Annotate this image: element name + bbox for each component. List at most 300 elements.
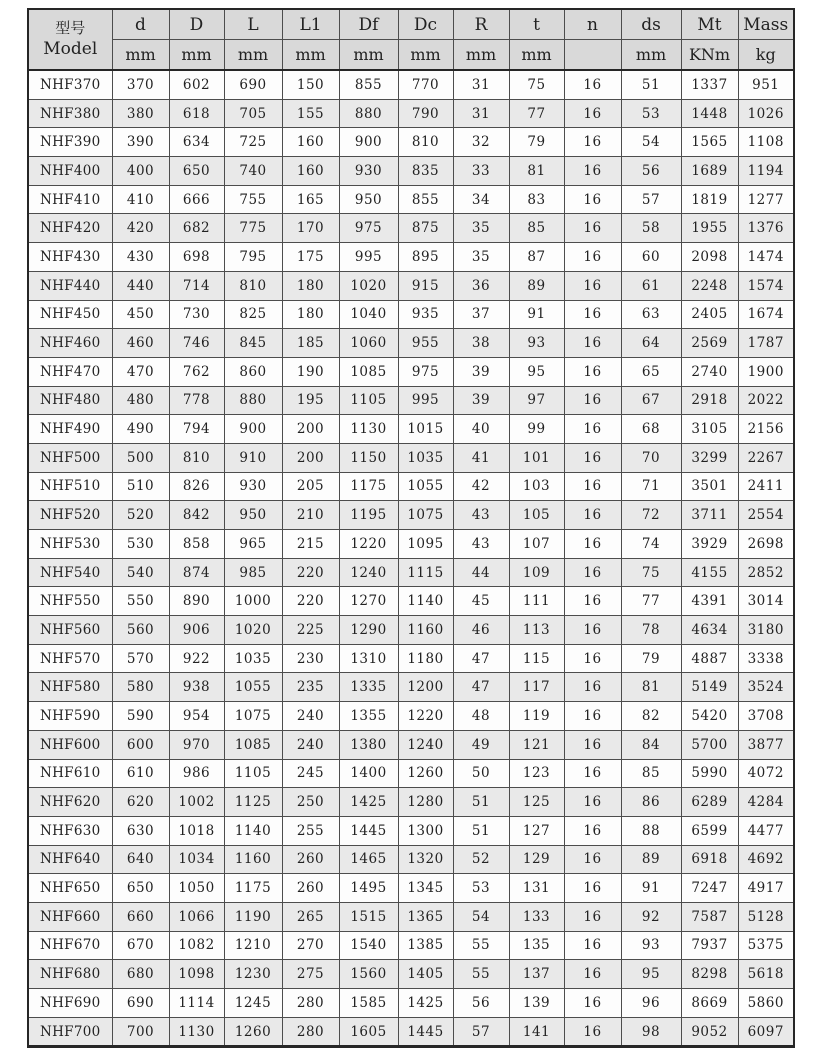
cell-model: NHF410 (28, 185, 112, 214)
cell-l1: 240 (282, 702, 339, 731)
table-row (28, 530, 794, 559)
cell-t: 79 (509, 128, 564, 157)
table-row (28, 874, 794, 903)
cell-l: 965 (224, 530, 282, 559)
cell-ds: 60 (621, 243, 681, 272)
cell-mt: 2405 (681, 300, 738, 329)
cell-ds: 96 (621, 989, 681, 1018)
cell-r: 52 (453, 845, 509, 874)
column-header-d: d (112, 9, 169, 40)
cell-t: 75 (509, 70, 564, 99)
table-row (28, 1017, 794, 1047)
cell-mt: 2918 (681, 386, 738, 415)
cell-t: 131 (509, 874, 564, 903)
cell-ds: 57 (621, 185, 681, 214)
cell-n: 16 (564, 673, 621, 702)
cell-mass: 1574 (738, 271, 794, 300)
cell-r: 49 (453, 730, 509, 759)
cell-mt: 1955 (681, 214, 738, 243)
cell-df: 1220 (339, 530, 398, 559)
cell-l1: 180 (282, 271, 339, 300)
cell-l: 795 (224, 243, 282, 272)
cell-model: NHF470 (28, 357, 112, 386)
cell-d: 1050 (169, 874, 224, 903)
cell-ds: 85 (621, 759, 681, 788)
cell-r: 43 (453, 530, 509, 559)
cell-ds: 70 (621, 443, 681, 472)
cell-l: 810 (224, 271, 282, 300)
cell-mass: 6097 (738, 1017, 794, 1047)
cell-df: 1195 (339, 501, 398, 530)
cell-l1: 280 (282, 989, 339, 1018)
cell-d: 778 (169, 386, 224, 415)
cell-dc: 1280 (398, 788, 453, 817)
cell-dc: 1220 (398, 702, 453, 731)
cell-df: 975 (339, 214, 398, 243)
cell-dc: 1075 (398, 501, 453, 530)
cell-model: NHF520 (28, 501, 112, 530)
column-header-t: t (509, 9, 564, 40)
cell-d: 660 (112, 902, 169, 931)
cell-l: 740 (224, 157, 282, 186)
cell-d: 1018 (169, 816, 224, 845)
cell-d: 570 (112, 644, 169, 673)
cell-ds: 81 (621, 673, 681, 702)
cell-n: 16 (564, 443, 621, 472)
cell-t: 109 (509, 558, 564, 587)
cell-mass: 1376 (738, 214, 794, 243)
cell-dc: 1200 (398, 673, 453, 702)
cell-model: NHF600 (28, 730, 112, 759)
cell-d: 680 (112, 960, 169, 989)
cell-r: 54 (453, 902, 509, 931)
cell-mt: 3299 (681, 443, 738, 472)
table-row (28, 243, 794, 272)
cell-ds: 86 (621, 788, 681, 817)
cell-t: 99 (509, 415, 564, 444)
cell-l1: 155 (282, 99, 339, 128)
cell-d: 500 (112, 443, 169, 472)
cell-model: NHF660 (28, 902, 112, 931)
column-header-dc: Dc (398, 9, 453, 40)
cell-n: 16 (564, 759, 621, 788)
cell-d: 440 (112, 271, 169, 300)
cell-mass: 3877 (738, 730, 794, 759)
cell-mt: 4887 (681, 644, 738, 673)
cell-l: 1085 (224, 730, 282, 759)
cell-d: 450 (112, 300, 169, 329)
cell-d: 550 (112, 587, 169, 616)
cell-t: 117 (509, 673, 564, 702)
cell-df: 1560 (339, 960, 398, 989)
cell-d: 634 (169, 128, 224, 157)
cell-mass: 1108 (738, 128, 794, 157)
cell-l: 755 (224, 185, 282, 214)
cell-mass: 2156 (738, 415, 794, 444)
cell-r: 36 (453, 271, 509, 300)
cell-n: 16 (564, 386, 621, 415)
table-row (28, 673, 794, 702)
cell-n: 16 (564, 501, 621, 530)
cell-l1: 220 (282, 558, 339, 587)
cell-d: 1130 (169, 1017, 224, 1047)
column-unit-t: mm (509, 40, 564, 71)
cell-d: 714 (169, 271, 224, 300)
cell-r: 56 (453, 989, 509, 1018)
cell-l: 1230 (224, 960, 282, 989)
cell-l1: 225 (282, 616, 339, 645)
table-row (28, 960, 794, 989)
cell-model: NHF380 (28, 99, 112, 128)
cell-model: NHF430 (28, 243, 112, 272)
cell-dc: 1015 (398, 415, 453, 444)
cell-mt: 5420 (681, 702, 738, 731)
cell-l1: 230 (282, 644, 339, 673)
cell-dc: 935 (398, 300, 453, 329)
cell-d: 430 (112, 243, 169, 272)
cell-mt: 8298 (681, 960, 738, 989)
cell-l1: 185 (282, 329, 339, 358)
cell-l: 825 (224, 300, 282, 329)
cell-dc: 975 (398, 357, 453, 386)
cell-l1: 215 (282, 530, 339, 559)
cell-r: 31 (453, 70, 509, 99)
column-unit-l1: mm (282, 40, 339, 71)
cell-n: 16 (564, 845, 621, 874)
cell-mt: 4634 (681, 616, 738, 645)
cell-d: 460 (112, 329, 169, 358)
column-unit-mt: KNm (681, 40, 738, 71)
cell-mass: 3180 (738, 616, 794, 645)
table-row (28, 415, 794, 444)
cell-model: NHF390 (28, 128, 112, 157)
cell-r: 35 (453, 243, 509, 272)
cell-df: 1445 (339, 816, 398, 845)
cell-l1: 205 (282, 472, 339, 501)
cell-l1: 150 (282, 70, 339, 99)
table-row (28, 558, 794, 587)
cell-dc: 1365 (398, 902, 453, 931)
cell-mass: 3338 (738, 644, 794, 673)
cell-model: NHF640 (28, 845, 112, 874)
cell-n: 16 (564, 874, 621, 903)
cell-t: 111 (509, 587, 564, 616)
cell-t: 95 (509, 357, 564, 386)
cell-dc: 1240 (398, 730, 453, 759)
cell-r: 48 (453, 702, 509, 731)
cell-df: 900 (339, 128, 398, 157)
cell-mass: 4917 (738, 874, 794, 903)
cell-ds: 79 (621, 644, 681, 673)
cell-df: 880 (339, 99, 398, 128)
cell-n: 16 (564, 329, 621, 358)
cell-dc: 1425 (398, 989, 453, 1018)
cell-l: 930 (224, 472, 282, 501)
cell-t: 121 (509, 730, 564, 759)
column-unit-d: mm (169, 40, 224, 71)
cell-l: 985 (224, 558, 282, 587)
cell-df: 1515 (339, 902, 398, 931)
cell-mt: 3501 (681, 472, 738, 501)
cell-ds: 64 (621, 329, 681, 358)
cell-l1: 245 (282, 759, 339, 788)
cell-l1: 170 (282, 214, 339, 243)
cell-t: 135 (509, 931, 564, 960)
cell-mt: 6599 (681, 816, 738, 845)
cell-r: 34 (453, 185, 509, 214)
cell-l1: 175 (282, 243, 339, 272)
cell-mass: 1787 (738, 329, 794, 358)
cell-r: 47 (453, 673, 509, 702)
cell-d: 826 (169, 472, 224, 501)
cell-l: 705 (224, 99, 282, 128)
cell-t: 77 (509, 99, 564, 128)
cell-d: 400 (112, 157, 169, 186)
cell-dc: 895 (398, 243, 453, 272)
cell-t: 93 (509, 329, 564, 358)
cell-ds: 56 (621, 157, 681, 186)
table-row (28, 386, 794, 415)
cell-mt: 2248 (681, 271, 738, 300)
table-row (28, 185, 794, 214)
cell-r: 42 (453, 472, 509, 501)
column-header-r: R (453, 9, 509, 40)
cell-df: 1040 (339, 300, 398, 329)
cell-model: NHF370 (28, 70, 112, 99)
cell-t: 127 (509, 816, 564, 845)
cell-dc: 810 (398, 128, 453, 157)
cell-d: 986 (169, 759, 224, 788)
cell-mt: 5700 (681, 730, 738, 759)
cell-df: 1495 (339, 874, 398, 903)
cell-df: 1380 (339, 730, 398, 759)
cell-d: 810 (169, 443, 224, 472)
cell-mt: 6289 (681, 788, 738, 817)
cell-r: 39 (453, 357, 509, 386)
table-row (28, 989, 794, 1018)
cell-model: NHF480 (28, 386, 112, 415)
cell-mt: 7587 (681, 902, 738, 931)
cell-d: 618 (169, 99, 224, 128)
cell-model: NHF630 (28, 816, 112, 845)
column-header-l1: L1 (282, 9, 339, 40)
cell-d: 1114 (169, 989, 224, 1018)
cell-r: 45 (453, 587, 509, 616)
cell-mass: 5375 (738, 931, 794, 960)
cell-n: 16 (564, 587, 621, 616)
cell-model: NHF700 (28, 1017, 112, 1047)
cell-l1: 180 (282, 300, 339, 329)
cell-n: 16 (564, 931, 621, 960)
cell-dc: 1445 (398, 1017, 453, 1047)
cell-ds: 88 (621, 816, 681, 845)
cell-df: 1540 (339, 931, 398, 960)
table-header (28, 9, 794, 70)
cell-t: 141 (509, 1017, 564, 1047)
cell-r: 31 (453, 99, 509, 128)
cell-d: 650 (112, 874, 169, 903)
cell-df: 1310 (339, 644, 398, 673)
model-header-zh: 型号 (55, 18, 86, 37)
cell-l1: 165 (282, 185, 339, 214)
cell-t: 129 (509, 845, 564, 874)
cell-n: 16 (564, 70, 621, 99)
cell-l: 1035 (224, 644, 282, 673)
cell-mass: 1900 (738, 357, 794, 386)
cell-d: 610 (112, 759, 169, 788)
table-row (28, 931, 794, 960)
cell-n: 16 (564, 730, 621, 759)
table-row (28, 816, 794, 845)
cell-mt: 5149 (681, 673, 738, 702)
cell-mt: 4155 (681, 558, 738, 587)
cell-t: 133 (509, 902, 564, 931)
cell-l: 1000 (224, 587, 282, 616)
table-row (28, 443, 794, 472)
cell-t: 89 (509, 271, 564, 300)
cell-mass: 951 (738, 70, 794, 99)
cell-dc: 1035 (398, 443, 453, 472)
cell-dc: 1385 (398, 931, 453, 960)
table-row (28, 214, 794, 243)
cell-d: 510 (112, 472, 169, 501)
cell-mass: 2267 (738, 443, 794, 472)
cell-mt: 3711 (681, 501, 738, 530)
table-row (28, 702, 794, 731)
cell-l1: 200 (282, 443, 339, 472)
cell-r: 51 (453, 788, 509, 817)
cell-mt: 5990 (681, 759, 738, 788)
cell-n: 16 (564, 357, 621, 386)
cell-l: 775 (224, 214, 282, 243)
cell-ds: 91 (621, 874, 681, 903)
cell-l: 860 (224, 357, 282, 386)
cell-r: 55 (453, 931, 509, 960)
cell-r: 38 (453, 329, 509, 358)
cell-mt: 2098 (681, 243, 738, 272)
cell-model: NHF420 (28, 214, 112, 243)
column-header-l: L (224, 9, 282, 40)
cell-ds: 61 (621, 271, 681, 300)
cell-dc: 875 (398, 214, 453, 243)
cell-d: 602 (169, 70, 224, 99)
column-header-model (28, 9, 112, 70)
cell-n: 16 (564, 788, 621, 817)
cell-r: 53 (453, 874, 509, 903)
column-unit-r: mm (453, 40, 509, 71)
column-header-d: D (169, 9, 224, 40)
column-unit-mass: kg (738, 40, 794, 71)
cell-r: 39 (453, 386, 509, 415)
cell-n: 16 (564, 702, 621, 731)
cell-d: 370 (112, 70, 169, 99)
cell-d: 670 (112, 931, 169, 960)
table-row (28, 157, 794, 186)
cell-mass: 5618 (738, 960, 794, 989)
cell-model: NHF500 (28, 443, 112, 472)
table-row (28, 300, 794, 329)
cell-n: 16 (564, 415, 621, 444)
cell-df: 1335 (339, 673, 398, 702)
cell-dc: 1140 (398, 587, 453, 616)
cell-df: 1425 (339, 788, 398, 817)
cell-d: 410 (112, 185, 169, 214)
cell-ds: 67 (621, 386, 681, 415)
cell-df: 1085 (339, 357, 398, 386)
cell-dc: 1055 (398, 472, 453, 501)
cell-ds: 58 (621, 214, 681, 243)
cell-mt: 3929 (681, 530, 738, 559)
cell-t: 87 (509, 243, 564, 272)
model-header-en: Model (43, 39, 98, 60)
cell-ds: 63 (621, 300, 681, 329)
cell-t: 81 (509, 157, 564, 186)
cell-ds: 74 (621, 530, 681, 559)
cell-model: NHF540 (28, 558, 112, 587)
cell-l1: 160 (282, 128, 339, 157)
column-header-df: Df (339, 9, 398, 40)
cell-l1: 265 (282, 902, 339, 931)
cell-t: 113 (509, 616, 564, 645)
cell-t: 107 (509, 530, 564, 559)
cell-df: 1400 (339, 759, 398, 788)
cell-r: 55 (453, 960, 509, 989)
cell-mt: 1819 (681, 185, 738, 214)
cell-mass: 2698 (738, 530, 794, 559)
cell-d: 470 (112, 357, 169, 386)
cell-l1: 250 (282, 788, 339, 817)
cell-dc: 790 (398, 99, 453, 128)
table-row (28, 501, 794, 530)
table-row (28, 472, 794, 501)
cell-l1: 160 (282, 157, 339, 186)
cell-mass: 3524 (738, 673, 794, 702)
cell-ds: 92 (621, 902, 681, 931)
cell-mass: 2411 (738, 472, 794, 501)
cell-l: 1210 (224, 931, 282, 960)
cell-mt: 3105 (681, 415, 738, 444)
cell-model: NHF490 (28, 415, 112, 444)
column-unit-ds: mm (621, 40, 681, 71)
cell-mass: 1194 (738, 157, 794, 186)
cell-l1: 270 (282, 931, 339, 960)
cell-r: 57 (453, 1017, 509, 1047)
cell-dc: 1260 (398, 759, 453, 788)
cell-df: 1465 (339, 845, 398, 874)
cell-l: 1190 (224, 902, 282, 931)
cell-d: 746 (169, 329, 224, 358)
cell-df: 1240 (339, 558, 398, 587)
cell-t: 91 (509, 300, 564, 329)
cell-d: 1098 (169, 960, 224, 989)
cell-ds: 72 (621, 501, 681, 530)
cell-dc: 1405 (398, 960, 453, 989)
cell-l: 880 (224, 386, 282, 415)
cell-d: 540 (112, 558, 169, 587)
table-row (28, 329, 794, 358)
cell-l1: 255 (282, 816, 339, 845)
cell-l: 1140 (224, 816, 282, 845)
cell-d: 954 (169, 702, 224, 731)
cell-d: 970 (169, 730, 224, 759)
cell-model: NHF570 (28, 644, 112, 673)
cell-l: 845 (224, 329, 282, 358)
cell-df: 1270 (339, 587, 398, 616)
cell-dc: 955 (398, 329, 453, 358)
cell-l1: 280 (282, 1017, 339, 1047)
cell-d: 530 (112, 530, 169, 559)
cell-d: 666 (169, 185, 224, 214)
